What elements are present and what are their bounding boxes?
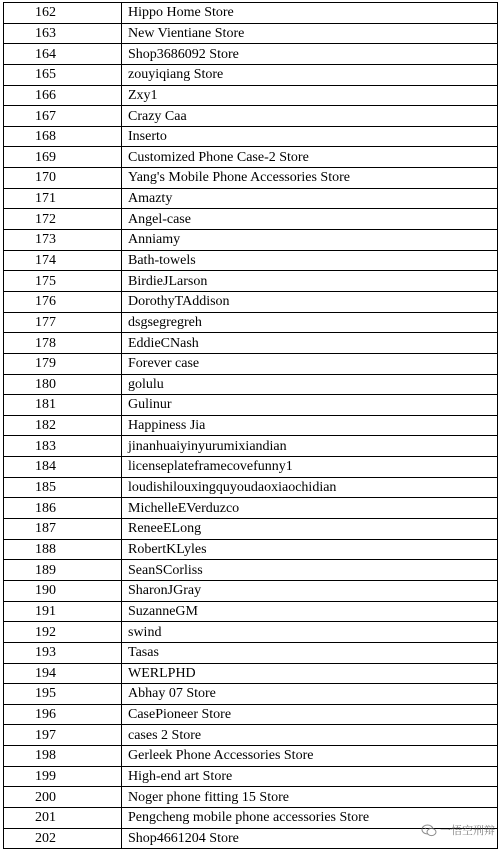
store-name-cell: Happiness Jia: [122, 415, 498, 436]
store-name-cell: Anniamy: [122, 230, 498, 251]
store-name-cell: ReneeELong: [122, 519, 498, 540]
row-number-cell: 170: [4, 168, 122, 189]
row-number-cell: 164: [4, 44, 122, 65]
row-number-cell: 165: [4, 64, 122, 85]
table-row: [4, 477, 498, 498]
store-name-cell: jinanhuaiyinyurumixiandian: [122, 436, 498, 457]
store-name-cell: Hippo Home Store: [122, 3, 498, 24]
row-number-cell: 176: [4, 291, 122, 312]
store-name-cell: RobertKLyles: [122, 539, 498, 560]
row-number-cell: 163: [4, 23, 122, 44]
table-row: [4, 312, 498, 333]
row-number-cell: 168: [4, 126, 122, 147]
store-name-cell: swind: [122, 622, 498, 643]
row-number-cell: 193: [4, 642, 122, 663]
store-name-cell: MichelleEVerduzco: [122, 498, 498, 519]
store-name-cell: EddieCNash: [122, 333, 498, 354]
store-name-cell: SharonJGray: [122, 580, 498, 601]
row-number-cell: 189: [4, 560, 122, 581]
table-row: [4, 415, 498, 436]
row-number-cell: 185: [4, 477, 122, 498]
table-row: [4, 126, 498, 147]
table-row: [4, 684, 498, 705]
table-row: [4, 642, 498, 663]
store-name-cell: dsgsegregreh: [122, 312, 498, 333]
store-name-cell: Bath-towels: [122, 250, 498, 271]
store-name-cell: Abhay 07 Store: [122, 684, 498, 705]
table-row: [4, 3, 498, 24]
store-name-cell: Pengcheng mobile phone accessories Store: [122, 807, 498, 828]
store-name-cell: WERLPHD: [122, 663, 498, 684]
row-number-cell: 180: [4, 374, 122, 395]
table-body: [4, 3, 498, 849]
store-name-cell: Tasas: [122, 642, 498, 663]
table-row: [4, 85, 498, 106]
row-number-cell: 166: [4, 85, 122, 106]
table-row: [4, 333, 498, 354]
table-row: [4, 601, 498, 622]
watermark-text: 一悟空刑辩: [440, 824, 495, 837]
row-number-cell: 171: [4, 188, 122, 209]
store-name-cell: Amazty: [122, 188, 498, 209]
store-name-cell: SuzanneGM: [122, 601, 498, 622]
row-number-cell: 200: [4, 787, 122, 808]
table-row: [4, 663, 498, 684]
table-row: [4, 64, 498, 85]
row-number-cell: 196: [4, 704, 122, 725]
store-name-cell: High-end art Store: [122, 766, 498, 787]
row-number-cell: 183: [4, 436, 122, 457]
row-number-cell: 199: [4, 766, 122, 787]
table-row: [4, 787, 498, 808]
store-name-cell: CasePioneer Store: [122, 704, 498, 725]
store-name-cell: Noger phone fitting 15 Store: [122, 787, 498, 808]
store-name-cell: Crazy Caa: [122, 106, 498, 127]
table-row: [4, 44, 498, 65]
store-name-cell: Forever case: [122, 353, 498, 374]
store-name-cell: SeanSCorliss: [122, 560, 498, 581]
row-number-cell: 178: [4, 333, 122, 354]
table-row: [4, 457, 498, 478]
row-number-cell: 187: [4, 519, 122, 540]
row-number-cell: 172: [4, 209, 122, 230]
row-number-cell: 175: [4, 271, 122, 292]
store-name-cell: Shop3686092 Store: [122, 44, 498, 65]
table-row: [4, 271, 498, 292]
table-row: [4, 168, 498, 189]
row-number-cell: 188: [4, 539, 122, 560]
store-name-cell: Angel-case: [122, 209, 498, 230]
store-name-cell: Customized Phone Case-2 Store: [122, 147, 498, 168]
row-number-cell: 174: [4, 250, 122, 271]
row-number-cell: 181: [4, 395, 122, 416]
table-row: [4, 704, 498, 725]
table-row: [4, 209, 498, 230]
store-name-cell: licenseplateframecovefunny1: [122, 457, 498, 478]
row-number-cell: 177: [4, 312, 122, 333]
row-number-cell: 195: [4, 684, 122, 705]
row-number-cell: 194: [4, 663, 122, 684]
store-name-cell: Inserto: [122, 126, 498, 147]
table-row: [4, 395, 498, 416]
table-row: [4, 498, 498, 519]
store-name-cell: Yang's Mobile Phone Accessories Store: [122, 168, 498, 189]
watermark: [421, 822, 495, 838]
store-name-cell: BirdieJLarson: [122, 271, 498, 292]
row-number-cell: 186: [4, 498, 122, 519]
store-name-cell: Gulinur: [122, 395, 498, 416]
table-row: [4, 746, 498, 767]
table-row: [4, 622, 498, 643]
row-number-cell: 162: [4, 3, 122, 24]
row-number-cell: 190: [4, 580, 122, 601]
row-number-cell: 192: [4, 622, 122, 643]
store-name-cell: golulu: [122, 374, 498, 395]
store-name-cell: Gerleek Phone Accessories Store: [122, 746, 498, 767]
row-number-cell: 202: [4, 828, 122, 849]
row-number-cell: 201: [4, 807, 122, 828]
row-number-cell: 184: [4, 457, 122, 478]
table-row: [4, 766, 498, 787]
table-row: [4, 519, 498, 540]
store-name-cell: cases 2 Store: [122, 725, 498, 746]
table-row: [4, 353, 498, 374]
store-name-cell: Zxy1: [122, 85, 498, 106]
store-name-cell: DorothyTAddison: [122, 291, 498, 312]
table-row: [4, 580, 498, 601]
store-name-cell: zouyiqiang Store: [122, 64, 498, 85]
table-row: [4, 436, 498, 457]
row-number-cell: 179: [4, 353, 122, 374]
table-row: [4, 250, 498, 271]
row-number-cell: 182: [4, 415, 122, 436]
table-row: [4, 230, 498, 251]
row-number-cell: 173: [4, 230, 122, 251]
store-name-cell: loudishilouxingquyoudaoxiaochidian: [122, 477, 498, 498]
store-name-cell: Shop4661204 Store: [122, 828, 498, 849]
table-row: [4, 106, 498, 127]
table-row: [4, 23, 498, 44]
table-row: [4, 725, 498, 746]
table-row: [4, 374, 498, 395]
table-row: [4, 539, 498, 560]
row-number-cell: 198: [4, 746, 122, 767]
row-number-cell: 167: [4, 106, 122, 127]
table-row: [4, 188, 498, 209]
row-number-cell: 169: [4, 147, 122, 168]
table-row: [4, 291, 498, 312]
table-row: [4, 560, 498, 581]
row-number-cell: 191: [4, 601, 122, 622]
wechat-bubble-icon: [421, 824, 437, 837]
row-number-cell: 197: [4, 725, 122, 746]
store-list-table: [3, 2, 498, 849]
table-row: [4, 147, 498, 168]
store-name-cell: New Vientiane Store: [122, 23, 498, 44]
